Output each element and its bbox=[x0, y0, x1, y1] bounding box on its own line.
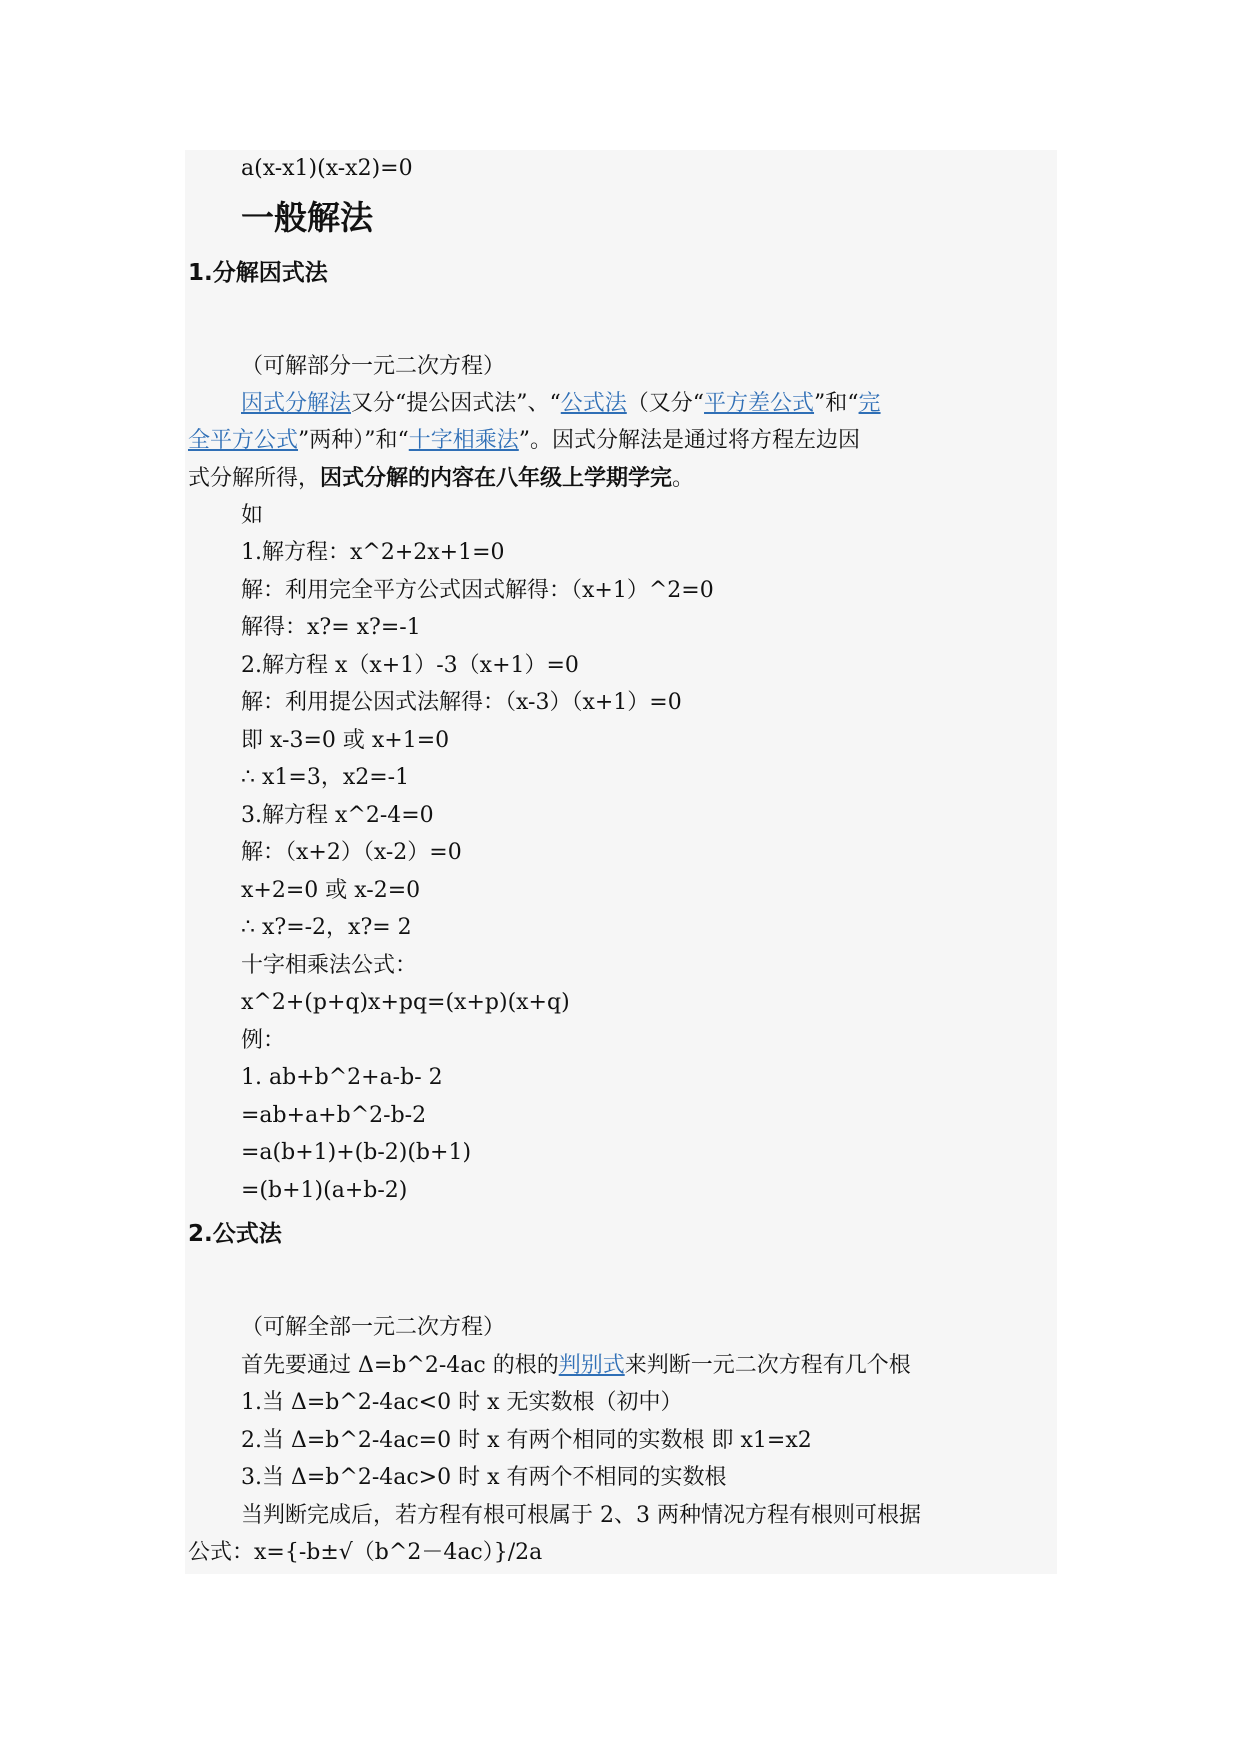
example-line: 1.解方程：x^2+2x+1=0 bbox=[241, 540, 505, 565]
text-run: 又分“提公因式法”、“ bbox=[351, 391, 561, 416]
example-line: =ab+a+b^2-b-2 bbox=[241, 1103, 427, 1128]
conclusion-line2: 公式：x={-b±√（b^2－4ac）}/2a bbox=[188, 1540, 543, 1565]
link-perfect-square-part1[interactable]: 完 bbox=[858, 391, 881, 416]
link-discriminant[interactable]: 判别式 bbox=[558, 1353, 625, 1378]
link-factorization[interactable]: 因式分解法 bbox=[241, 391, 352, 416]
text-run: 首先要通过 Δ=b^2-4ac 的根的 bbox=[241, 1353, 559, 1378]
text-run: 。 bbox=[672, 466, 695, 491]
link-formula-method[interactable]: 公式法 bbox=[560, 391, 627, 416]
example-line: =a(b+1)+(b-2)(b+1) bbox=[241, 1140, 472, 1165]
link-cross-multiplication[interactable]: 十字相乘法 bbox=[408, 428, 519, 453]
example-line: =(b+1)(a+b-2) bbox=[241, 1178, 408, 1203]
text-run: ”。因式分解法是通过将方程左边因 bbox=[518, 428, 861, 453]
conclusion-line1: 当判断完成后，若方程有根可根属于 2、3 两种情况方程有根则可根据 bbox=[241, 1503, 921, 1528]
text-run: 来判断一元二次方程有几个根 bbox=[624, 1353, 911, 1378]
text-run: 式分解所得， bbox=[188, 466, 321, 491]
section1-paragraph-line2 bbox=[188, 427, 860, 455]
example-line: x+2=0 或 x-2=0 bbox=[241, 878, 421, 903]
link-perfect-square-part2[interactable]: 全平方公式 bbox=[188, 428, 299, 453]
example-line: 3.解方程 x^2-4=0 bbox=[241, 803, 434, 828]
example-line: 如 bbox=[241, 503, 264, 528]
text-run: ”和“ bbox=[814, 391, 859, 416]
section2-title: 2.公式法 bbox=[188, 1221, 282, 1247]
section1-paragraph-line1 bbox=[241, 390, 881, 418]
section1-scope: （可解部分一元二次方程） bbox=[241, 354, 506, 379]
text-run: ”两种）”和“ bbox=[298, 428, 409, 453]
bold-note: 因式分解的内容在八年级上学期学完 bbox=[320, 465, 673, 491]
link-difference-of-squares[interactable]: 平方差公式 bbox=[704, 391, 815, 416]
discriminant-case: 2.当 Δ=b^2-4ac=0 时 x 有两个相同的实数根 即 x1=x2 bbox=[241, 1428, 812, 1453]
example-line: 2.解方程 x（x+1）-3（x+1）=0 bbox=[241, 653, 579, 678]
example-line: 1. ab+b^2+a-b- 2 bbox=[241, 1065, 443, 1090]
section2-scope: （可解全部一元二次方程） bbox=[241, 1315, 506, 1340]
example-line: 解得：x?= x?=-1 bbox=[241, 615, 421, 640]
section1-title: 1.分解因式法 bbox=[188, 260, 328, 286]
example-line: ∴ x1=3，x2=-1 bbox=[241, 765, 410, 790]
example-line: 即 x-3=0 或 x+1=0 bbox=[241, 728, 450, 753]
section2-intro bbox=[241, 1352, 911, 1380]
page-heading: 一般解法 bbox=[241, 198, 373, 237]
example-line: ∴ x?=-2，x?= 2 bbox=[241, 915, 412, 940]
example-line: 十字相乘法公式： bbox=[241, 953, 418, 978]
example-line: 解：利用提公因式法解得：（x-3）（x+1）=0 bbox=[241, 690, 682, 715]
top-formula: a(x-x1)(x-x2)=0 bbox=[241, 156, 413, 181]
example-line: 解：利用完全平方公式因式解得：（x+1）^2=0 bbox=[241, 578, 714, 603]
discriminant-case: 3.当 Δ=b^2-4ac>0 时 x 有两个不相同的实数根 bbox=[241, 1465, 727, 1490]
example-line: x^2+(p+q)x+pq=(x+p)(x+q) bbox=[241, 990, 570, 1015]
section1-paragraph-line3 bbox=[188, 464, 694, 493]
example-line: 解：（x+2）（x-2）=0 bbox=[241, 840, 462, 865]
text-run: （又分“ bbox=[626, 391, 705, 416]
discriminant-case: 1.当 Δ=b^2-4ac<0 时 x 无实数根（初中） bbox=[241, 1390, 683, 1415]
example-line: 例： bbox=[241, 1028, 286, 1053]
